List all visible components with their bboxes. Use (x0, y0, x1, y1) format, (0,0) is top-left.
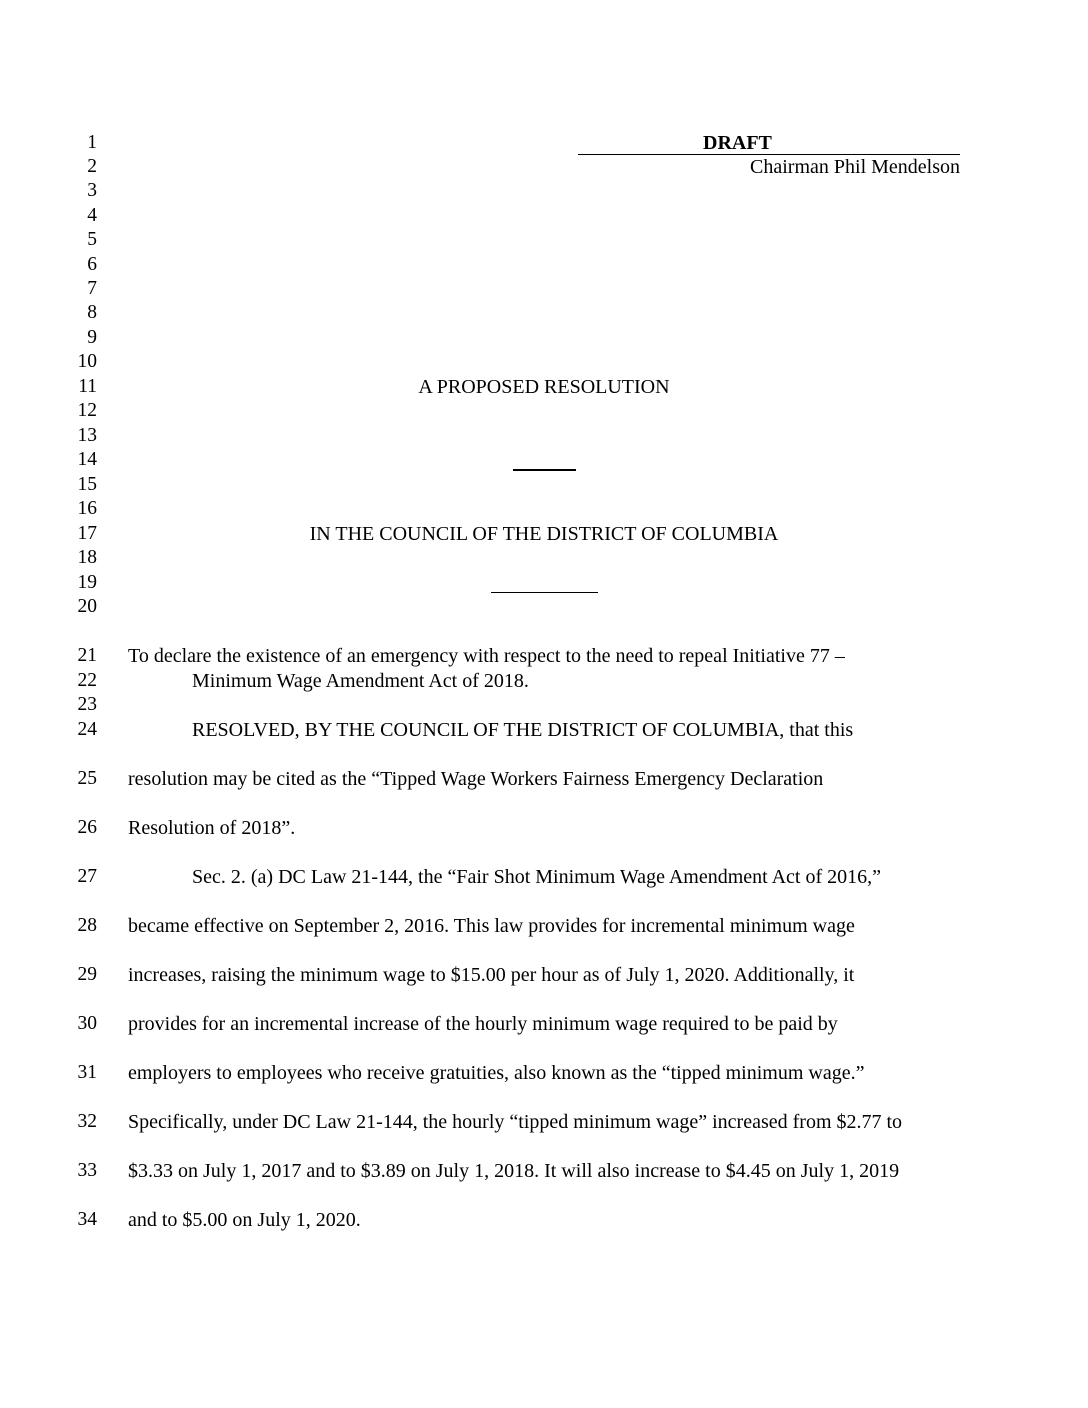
purpose-line-1: To declare the existence of an emergency with respect to the need to repeal Initiative 77 – (128, 645, 845, 667)
resolved-line-2: resolution may be cited as the “Tipped Wage Workers Fairness Emergency Declaration (128, 768, 824, 790)
resolved-line-1: RESOLVED, BY THE COUNCIL OF THE DISTRICT OF COLUMBIA, that this (192, 719, 854, 741)
line-number: 17 (77, 523, 97, 544)
line-number: 5 (87, 229, 97, 250)
line-number: 30 (77, 1013, 97, 1034)
line-number: 2 (87, 156, 97, 177)
author-line: Chairman Phil Mendelson (750, 156, 960, 178)
council-heading: IN THE COUNCIL OF THE DISTRICT OF COLUMBIA (309, 523, 779, 545)
line-number: 31 (77, 1062, 97, 1083)
draft-header-line (578, 132, 960, 155)
sec2-line-5: employers to employees who receive gratuities, also known as the “tipped minimum wage.” (128, 1062, 865, 1084)
sec2-line-3: increases, raising the minimum wage to $15.00 per hour as of July 1, 2020. Additionally, it (128, 964, 855, 986)
line-number: 19 (77, 572, 97, 593)
line-number: 33 (77, 1160, 97, 1181)
line-number: 1 (87, 132, 97, 153)
line-number: 23 (77, 694, 97, 715)
sec2-line-1: Sec. 2. (a) DC Law 21-144, the “Fair Shot Minimum Wage Amendment Act of 2016,” (192, 866, 882, 888)
line-number: 4 (87, 205, 97, 226)
line-number: 3 (87, 180, 97, 201)
draft-label: DRAFT (703, 132, 772, 154)
sec2-line-6: Specifically, under DC Law 21-144, the hourly “tipped minimum wage” increased from $2.77 to (128, 1111, 903, 1133)
line-number: 16 (77, 498, 97, 519)
purpose-line-2: Minimum Wage Amendment Act of 2018. (192, 670, 529, 692)
line-number: 26 (77, 817, 97, 838)
line-number: 28 (77, 915, 97, 936)
line-number: 13 (77, 425, 97, 446)
line-number: 9 (87, 327, 97, 348)
line-number: 27 (77, 866, 97, 887)
document-title: A PROPOSED RESOLUTION (418, 376, 670, 398)
line-number: 29 (77, 964, 97, 985)
line-number: 34 (77, 1209, 97, 1230)
line-number: 7 (87, 278, 97, 299)
line-number: 8 (87, 302, 97, 323)
line-number: 10 (77, 351, 97, 372)
line-number: 24 (77, 719, 97, 740)
sec2-line-7: $3.33 on July 1, 2017 and to $3.89 on July 1, 2018. It will also increase to $4.45 on July 1, 2019 (128, 1160, 900, 1182)
line-number: 11 (78, 376, 97, 397)
line-number: 18 (77, 547, 97, 568)
council-separator-rule (491, 592, 598, 593)
line-number: 15 (77, 474, 97, 495)
line-number: 14 (77, 449, 97, 470)
line-number: 25 (77, 768, 97, 789)
line-number: 32 (77, 1111, 97, 1132)
sec2-line-2: became effective on September 2, 2016. This law provides for incremental minimum wage (128, 915, 855, 937)
line-number: 22 (77, 670, 97, 691)
title-separator-rule (513, 469, 576, 471)
sec2-line-4: provides for an incremental increase of the hourly minimum wage required to be paid by (128, 1013, 838, 1035)
line-number: 21 (77, 645, 97, 666)
resolved-line-3: Resolution of 2018”. (128, 817, 296, 839)
line-number: 12 (77, 400, 97, 421)
line-number: 6 (87, 254, 97, 275)
line-number: 20 (77, 596, 97, 617)
sec2-line-8: and to $5.00 on July 1, 2020. (128, 1209, 361, 1231)
